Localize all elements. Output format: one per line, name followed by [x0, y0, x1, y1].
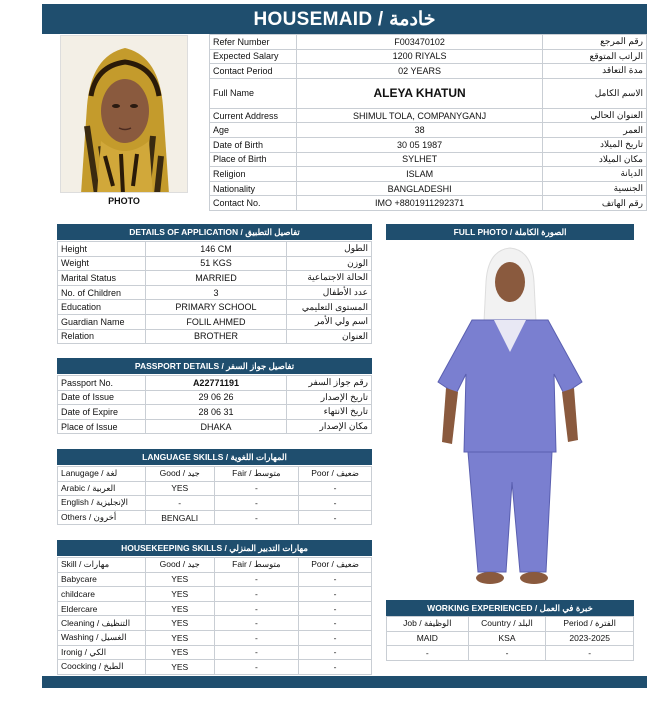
table-row	[210, 35, 647, 50]
field-label: Relation	[58, 329, 146, 344]
language-name: Arabic / العربية	[58, 481, 146, 496]
refer-number-value: F003470102	[296, 35, 542, 50]
age-value: 38	[296, 123, 542, 138]
cell-fair: -	[214, 496, 299, 511]
birthplace-value: SYLHET	[296, 152, 542, 167]
table-row	[58, 300, 372, 315]
field-label: Refer Number	[210, 35, 297, 50]
passport-table	[57, 375, 372, 434]
table-row	[58, 510, 372, 525]
cell-poor: -	[299, 645, 372, 660]
cell-fair: -	[214, 510, 299, 525]
field-label-ar: الحالة الاجتماعية	[287, 271, 372, 286]
field-label-ar: تاريخ الميلاد	[543, 137, 647, 152]
field-label-ar: رقم المرجع	[543, 35, 647, 50]
table-row	[58, 481, 372, 496]
field-label: Date of Birth	[210, 137, 297, 152]
field-label-ar: الجنسية	[543, 181, 647, 196]
period-cell: -	[546, 646, 634, 661]
table-header-row	[58, 467, 372, 482]
cell-poor: -	[299, 510, 372, 525]
skill-name: Ironig / الكي	[58, 645, 146, 660]
cell-good: YES	[145, 645, 214, 660]
field-label: Age	[210, 123, 297, 138]
skill-name: Babycare	[58, 572, 146, 587]
cell-poor: -	[299, 630, 372, 645]
table-row	[387, 646, 634, 661]
column-header: Good / جيد	[145, 558, 214, 573]
cell-poor: -	[299, 496, 372, 511]
field-value: MARRIED	[145, 271, 286, 286]
table-row	[58, 256, 372, 271]
field-label-ar: رقم الهاتف	[543, 196, 647, 211]
experience-section-title: WORKING EXPERIENCED / خبرة في العمل	[386, 600, 634, 616]
application-section-title: DETAILS OF APPLICATION / تفاصيل التطبيق	[57, 224, 372, 240]
table-row	[58, 285, 372, 300]
field-value: 28 06 31	[145, 405, 286, 420]
column-header: Good / جيد	[145, 467, 214, 482]
cell-good: YES	[145, 660, 214, 675]
experience-table	[386, 616, 634, 661]
table-row	[387, 631, 634, 646]
full-photo-section-title: FULL PHOTO / الصورة الكاملة	[386, 224, 634, 240]
skill-name: Washing / الغسيل	[58, 630, 146, 645]
field-label-ar: الاسم الكامل	[543, 78, 647, 108]
full-name-value: ALEYA KHATUN	[296, 78, 542, 108]
cell-fair: -	[214, 660, 299, 675]
table-row	[58, 329, 372, 344]
field-label-ar: العنوان الحالي	[543, 108, 647, 123]
contract-period-value: 02 YEARS	[296, 64, 542, 79]
cell-fair: -	[214, 481, 299, 496]
field-label: Guardian Name	[58, 314, 146, 329]
table-row	[58, 587, 372, 602]
table-row	[210, 108, 647, 123]
table-row	[58, 572, 372, 587]
nationality-value: BANGLADESHI	[296, 181, 542, 196]
job-cell: MAID	[387, 631, 469, 646]
field-label-ar: تاريخ الانتهاء	[287, 405, 372, 420]
skill-name: Coocking / الطبخ	[58, 660, 146, 675]
application-table	[57, 241, 372, 344]
field-label: Education	[58, 300, 146, 315]
table-row	[58, 645, 372, 660]
table-row	[210, 123, 647, 138]
cell-good: YES	[145, 616, 214, 631]
field-value: 51 KGS	[145, 256, 286, 271]
table-row	[210, 137, 647, 152]
field-label-ar: الراتب المتوقع	[543, 49, 647, 64]
dob-value: 30 05 1987	[296, 137, 542, 152]
full-body-photo	[386, 242, 634, 592]
field-label: No. of Children	[58, 285, 146, 300]
field-label: Marital Status	[58, 271, 146, 286]
passport-number-value: A22771191	[145, 376, 286, 391]
table-row	[210, 64, 647, 79]
salary-value: 1200 RIYALS	[296, 49, 542, 64]
cell-fair: -	[214, 601, 299, 616]
field-value: FOLIL AHMED	[145, 314, 286, 329]
field-label: Place of Birth	[210, 152, 297, 167]
cell-fair: -	[214, 587, 299, 602]
cell-fair: -	[214, 645, 299, 660]
skill-name: Eldercare	[58, 601, 146, 616]
table-row	[210, 196, 647, 211]
field-label: Expected Salary	[210, 49, 297, 64]
language-name: English / الإنجليزية	[58, 496, 146, 511]
country-cell: -	[468, 646, 546, 661]
cell-good: YES	[145, 481, 214, 496]
skill-name: Cleaning / التنظيف	[58, 616, 146, 631]
field-label-ar: مكان الميلاد	[543, 152, 647, 167]
portrait-photo	[60, 35, 188, 193]
field-label: Date of Expire	[58, 405, 146, 420]
field-label: Date of Issue	[58, 390, 146, 405]
field-label-ar: اسم ولي الأمر	[287, 314, 372, 329]
table-row	[210, 152, 647, 167]
photo-caption: PHOTO	[108, 196, 140, 206]
field-label: Weight	[58, 256, 146, 271]
field-value: BROTHER	[145, 329, 286, 344]
table-row	[58, 419, 372, 434]
field-label-ar: العنوان	[287, 329, 372, 344]
field-label-ar: عدد الأطفال	[287, 285, 372, 300]
field-label: Contact Period	[210, 64, 297, 79]
field-label: Religion	[210, 167, 297, 182]
cell-good: YES	[145, 572, 214, 587]
table-row	[58, 405, 372, 420]
field-label: Height	[58, 242, 146, 257]
cell-poor: -	[299, 601, 372, 616]
cell-poor: -	[299, 481, 372, 496]
cell-good: YES	[145, 587, 214, 602]
cell-fair: -	[214, 630, 299, 645]
column-header: Poor / ضعيف	[299, 467, 372, 482]
page-title: HOUSEMAID / خادمة	[42, 4, 647, 34]
cell-fair: -	[214, 616, 299, 631]
table-header-row	[58, 558, 372, 573]
table-row	[58, 390, 372, 405]
field-label: Full Name	[210, 78, 297, 108]
field-value: 29 06 26	[145, 390, 286, 405]
table-row	[58, 376, 372, 391]
field-label-ar: المستوى التعليمي	[287, 300, 372, 315]
field-label-ar: العمر	[543, 123, 647, 138]
table-row	[210, 167, 647, 182]
table-row	[58, 660, 372, 675]
cell-fair: -	[214, 572, 299, 587]
language-table	[57, 466, 372, 525]
passport-section-title: PASSPORT DETAILS / تفاصيل جواز السفر	[57, 358, 372, 374]
field-label-ar: الديانة	[543, 167, 647, 182]
housekeeping-table	[57, 557, 372, 675]
table-row	[58, 271, 372, 286]
field-label: Place of Issue	[58, 419, 146, 434]
cell-poor: -	[299, 572, 372, 587]
housekeeping-section-title: HOUSEKEEPING SKILLS / مهارات التدبير المنزلي	[57, 540, 372, 556]
table-row	[58, 496, 372, 511]
field-value: DHAKA	[145, 419, 286, 434]
cell-poor: -	[299, 616, 372, 631]
column-header: Lanugage / لغة	[58, 467, 146, 482]
field-label-ar: مكان الإصدار	[287, 419, 372, 434]
personal-info-table	[209, 34, 647, 211]
field-label-ar: الوزن	[287, 256, 372, 271]
job-cell: -	[387, 646, 469, 661]
table-row	[58, 601, 372, 616]
table-row	[58, 242, 372, 257]
skill-name: childcare	[58, 587, 146, 602]
footer-bar	[42, 676, 647, 688]
table-row	[210, 181, 647, 196]
table-row	[210, 78, 647, 108]
address-value: SHIMUL TOLA, COMPANYGANJ	[296, 108, 542, 123]
column-header: Poor / ضعيف	[299, 558, 372, 573]
field-label-ar: مدة التعاقد	[543, 64, 647, 79]
language-name: Others / أخرون	[58, 510, 146, 525]
cell-poor: -	[299, 587, 372, 602]
table-header-row	[387, 617, 634, 632]
table-row	[58, 630, 372, 645]
table-row	[58, 616, 372, 631]
cell-good: YES	[145, 601, 214, 616]
column-header: Fair / متوسط	[214, 558, 299, 573]
field-value: PRIMARY SCHOOL	[145, 300, 286, 315]
column-header: Country / البلد	[468, 617, 546, 632]
cell-good: -	[145, 496, 214, 511]
cell-good: BENGALI	[145, 510, 214, 525]
table-row	[210, 49, 647, 64]
cell-good: YES	[145, 630, 214, 645]
field-value: 3	[145, 285, 286, 300]
field-label: Nationality	[210, 181, 297, 196]
column-header: Fair / متوسط	[214, 467, 299, 482]
column-header: Period / الفترة	[546, 617, 634, 632]
cell-poor: -	[299, 660, 372, 675]
column-header: Job / الوظيفة	[387, 617, 469, 632]
table-row	[58, 314, 372, 329]
field-label: Current Address	[210, 108, 297, 123]
column-header: Skill / مهارات	[58, 558, 146, 573]
contact-value: IMO +8801911292371	[296, 196, 542, 211]
field-label-ar: تاريخ الإصدار	[287, 390, 372, 405]
field-label: Contact No.	[210, 196, 297, 211]
field-label: Passport No.	[58, 376, 146, 391]
language-section-title: LANGUAGE SKILLS / المهارات اللغوية	[57, 449, 372, 465]
field-label-ar: الطول	[287, 242, 372, 257]
field-value: 146 CM	[145, 242, 286, 257]
field-label-ar: رقم جواز السفر	[287, 376, 372, 391]
period-cell: 2023-2025	[546, 631, 634, 646]
country-cell: KSA	[468, 631, 546, 646]
religion-value: ISLAM	[296, 167, 542, 182]
